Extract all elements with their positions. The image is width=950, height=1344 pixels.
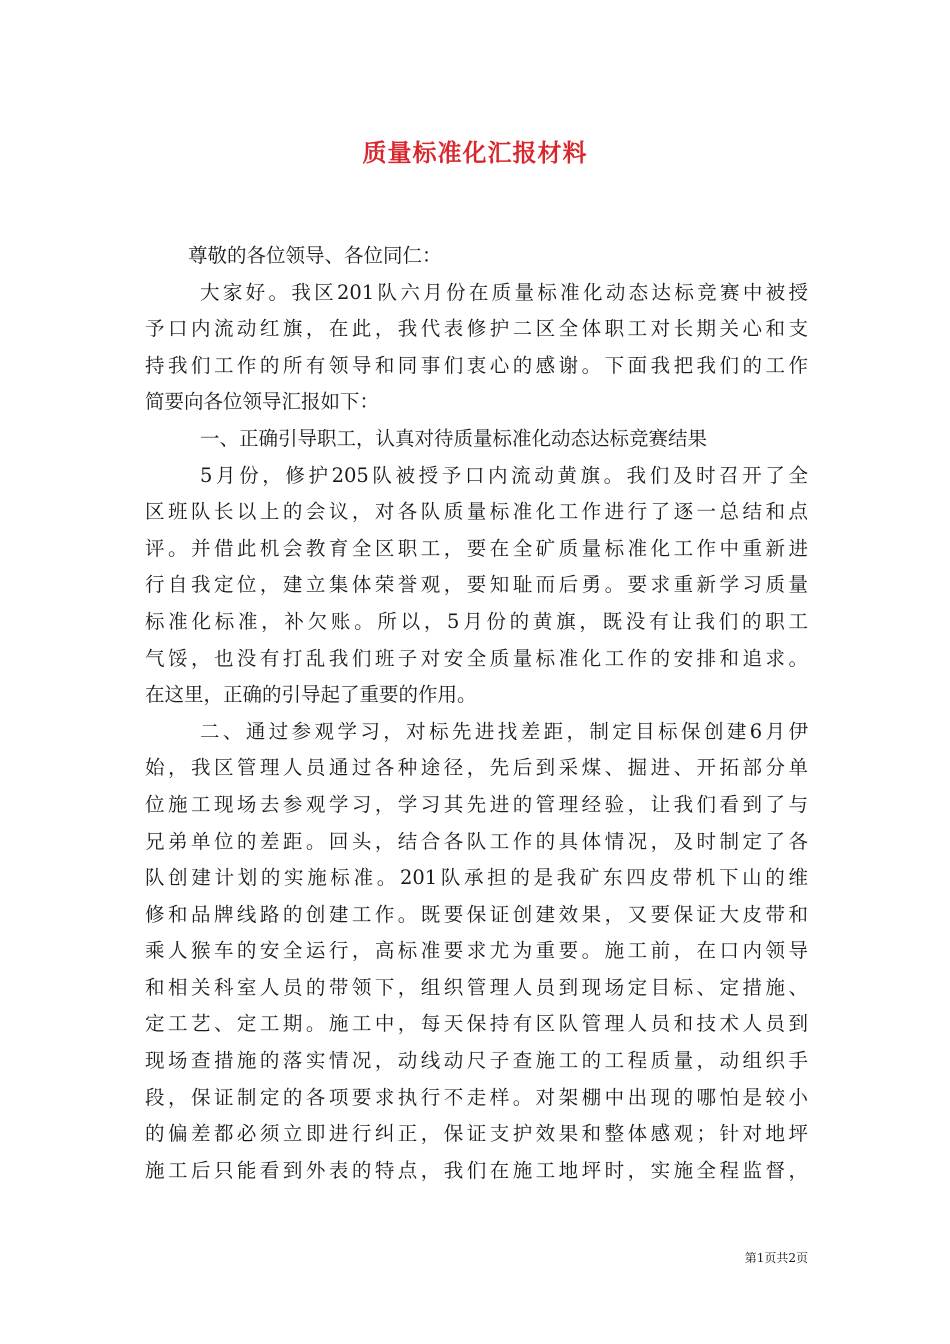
body-line: 现场查措施的落实情况，动线动尺子查施工的工程质量，动组织手 [145,1049,808,1073]
body-line: 二、通过参观学习，对标先进找差距，制定目标保创建6月伊 [200,719,808,743]
body-line: 5月份，修护205队被授予口内流动黄旗。我们及时召开了全 [200,463,808,487]
document-body [145,238,808,1189]
body-line: 位施工现场去参观学习，学习其先进的管理经验，让我们看到了与 [145,792,808,816]
body-line: 定工艺、定工期。施工中，每天保持有区队管理人员和技术人员到 [145,1012,808,1036]
body-line: 兄弟单位的差距。回头，结合各队工作的具体情况，及时制定了各 [145,829,808,853]
body-line: 大家好。我区201队六月份在质量标准化动态达标竞赛中被授 [200,280,808,304]
body-line: 予口内流动红旗，在此，我代表修护二区全体职工对长期关心和支 [145,317,808,341]
body-line: 队创建计划的实施标准。201队承担的是我矿东四皮带机下山的维 [145,866,808,890]
body-line: 一、正确引导职工，认真对待质量标准化动态达标竞赛结果 [200,426,708,450]
body-line: 施工后只能看到外表的特点，我们在施工地坪时，实施全程监督， [145,1158,808,1182]
body-line: 在这里，正确的引导起了重要的作用。 [145,683,477,707]
body-line: 的偏差都必须立即进行纠正，保证支护效果和整体感观；针对地坪 [145,1122,808,1146]
body-line: 评。并借此机会教育全区职工，要在全矿质量标准化工作中重新进 [145,536,808,560]
body-line: 和相关科室人员的带领下，组织管理人员到现场定目标、定措施、 [145,975,808,999]
body-line: 行自我定位，建立集体荣誉观，要知耻而后勇。要求重新学习质量 [145,573,808,597]
body-line: 始，我区管理人员通过各种途径，先后到采煤、掘进、开拓部分单 [145,756,808,780]
body-line: 气馁，也没有打乱我们班子对安全质量标准化工作的安排和追求。 [145,646,808,670]
body-line: 区班队长以上的会议，对各队质量标准化工作进行了逐一总结和点 [145,500,808,524]
page-number: 第1页共2页 [744,1251,808,1265]
body-line: 乘人猴车的安全运行，高标准要求尤为重要。施工前，在口内领导 [145,939,808,963]
body-line: 持我们工作的所有领导和同事们衷心的感谢。下面我把我们的工作 [145,353,808,377]
body-line: 尊敬的各位领导、各位同仁： [188,244,442,267]
body-line: 标准化标准，补欠账。所以，5月份的黄旗，既没有让我们的职工 [145,609,808,633]
body-line: 段，保证制定的各项要求执行不走样。对架棚中出现的哪怕是较小 [145,1085,808,1109]
body-line: 修和品牌线路的创建工作。既要保证创建效果，又要保证大皮带和 [145,902,808,926]
document-title: 质量标准化汇报材料 [362,138,588,167]
body-line: 简要向各位领导汇报如下： [145,390,380,414]
